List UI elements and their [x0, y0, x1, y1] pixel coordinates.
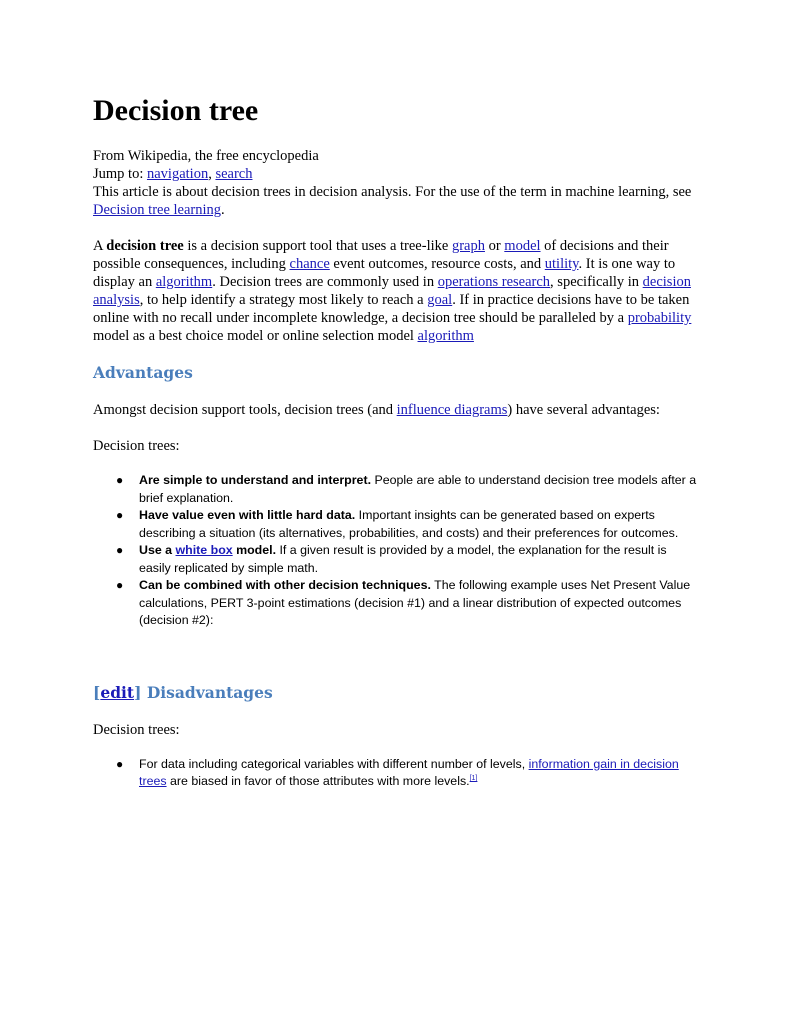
jump-links: [93, 165, 699, 183]
list-item: [116, 472, 699, 507]
bullet-icon: ●: [116, 578, 124, 592]
advantages-lead: Decision trees:: [93, 438, 180, 454]
white-box-link[interactable]: white box: [175, 543, 233, 557]
intro-text: is a decision support tool that uses a tree-like: [183, 238, 452, 254]
item-text: For data including categorical variables with different number of levels,: [139, 756, 529, 771]
decision-tree-learning-link[interactable]: Decision tree learning: [93, 202, 222, 218]
item-text: Important insights can be generated based on experts describing a situation (its alternatives, probabilities, and costs) and their preferences for outcomes.: [139, 508, 679, 540]
item-bold: Can be combined with other decision techniques.: [139, 578, 431, 592]
item-bold-text: Use a: [139, 543, 176, 557]
navigation-link[interactable]: navigation: [146, 166, 209, 182]
bullet-icon: ●: [116, 508, 124, 522]
tagline: From Wikipedia, the free encyclopedia: [93, 148, 319, 164]
hatnote: [93, 183, 699, 219]
intro-text: . Decision trees are commonly used in: [212, 274, 438, 290]
bullet-icon: ●: [116, 543, 124, 557]
disadvantages-lead: Decision trees:: [93, 721, 180, 738]
item-bold: Have value even with little hard data.: [139, 508, 356, 522]
search-link[interactable]: search: [215, 166, 253, 182]
list-item: [116, 577, 699, 630]
utility-link[interactable]: utility: [544, 256, 579, 272]
information-gain-link[interactable]: information gain in decision trees: [139, 756, 679, 788]
intro-text: , to help identify a strategy most likely to reach a: [139, 292, 428, 308]
list-item: [116, 756, 699, 791]
chance-link[interactable]: chance: [289, 256, 330, 272]
disadvantages-heading-text: Disadvantages: [141, 682, 273, 702]
advantages-heading: Advantages: [93, 363, 193, 382]
intro-text: . If in practice decisions have to be taken online with no recall under incomplete knowledge, a decision tree should be paralleled by a: [93, 292, 690, 326]
hatnote-end: .: [221, 202, 225, 218]
influence-diagrams-link[interactable]: influence diagrams: [396, 402, 508, 418]
reference-link[interactable]: [1]: [469, 774, 478, 782]
page-title: Decision tree: [93, 94, 259, 127]
advantages-text: ) have several advantages:: [507, 402, 660, 418]
intro-text: . It is one way to display an: [93, 256, 676, 290]
algorithm-link-2[interactable]: algorithm: [417, 328, 474, 344]
edit-bracket-open: [: [93, 682, 101, 702]
advantages-text: Amongst decision support tools, decision trees (and: [93, 402, 397, 418]
edit-bracket-close: ]: [134, 682, 142, 702]
intro-text: of decisions and their possible consequences, including: [93, 238, 669, 272]
decision-analysis-link[interactable]: decision analysis: [93, 274, 691, 308]
item-text: The following example uses Net Present Value calculations, PERT 3-point estimations (decision #1) and a linear distribution of expected outcomes (decision #2):: [139, 578, 691, 627]
bullet-icon: ●: [116, 756, 124, 771]
disadvantages-heading: [93, 683, 699, 703]
list-item: [116, 507, 699, 542]
disadvantages-list: [93, 756, 699, 791]
intro-text: model as a best choice model or online selection model: [93, 328, 418, 344]
list-item: [116, 542, 699, 577]
edit-link[interactable]: edit: [100, 682, 135, 702]
item-text: People are able to understand decision tree models after a brief explanation.: [139, 473, 697, 505]
intro-text: event outcomes, resource costs, and: [329, 256, 545, 272]
advantages-paragraph: [93, 401, 699, 419]
algorithm-link[interactable]: algorithm: [155, 274, 213, 290]
goal-link[interactable]: goal: [427, 292, 453, 308]
item-bold: [139, 543, 276, 557]
graph-link[interactable]: graph: [451, 238, 485, 254]
intro-text: A: [93, 238, 107, 254]
jump-prefix: Jump to:: [93, 166, 147, 182]
item-text: are biased in favor of those attributes with more levels.: [166, 774, 470, 788]
intro-text: or: [484, 238, 505, 254]
item-bold: Are simple to understand and interpret.: [139, 473, 372, 487]
advantages-list: [93, 472, 699, 630]
operations-research-link[interactable]: operations research: [437, 274, 551, 290]
hatnote-text: This article is about decision trees in decision analysis. For the use of the term in machine learning, see: [93, 184, 692, 200]
jump-separator: ,: [208, 166, 216, 182]
item-text: If a given result is provided by a model, the explanation for the result is easily replicated by simple math.: [139, 543, 667, 575]
bullet-icon: ●: [116, 473, 124, 487]
item-bold-text: model.: [232, 543, 277, 557]
model-link[interactable]: model: [504, 238, 541, 254]
intro-text: , specifically in: [550, 274, 643, 290]
probability-link[interactable]: probability: [627, 310, 692, 326]
intro-paragraph: [93, 237, 699, 345]
intro-term: decision tree: [106, 238, 184, 254]
